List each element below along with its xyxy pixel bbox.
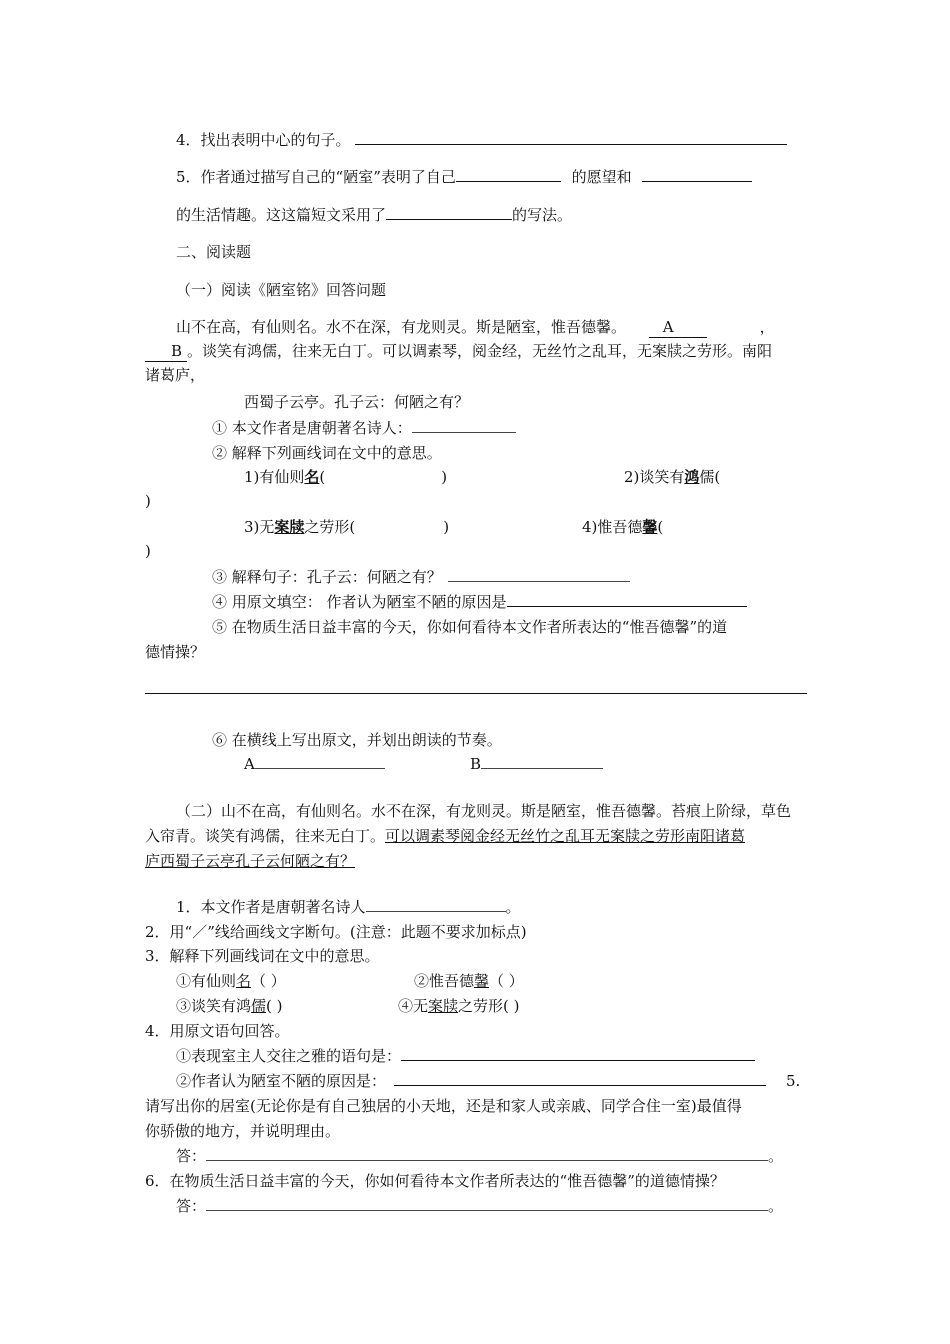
answer-blank[interactable] [366, 897, 506, 912]
r2-word-item-4: ④无案牍之劳形( ) [398, 997, 520, 1015]
r2-answer-6: 答： 。 [176, 1197, 784, 1215]
r2-question-3: 3．解释下列画线词在文中的意思。 [145, 947, 380, 965]
reading-2-para: （二）山不在高，有仙则名。水不在深，有龙则灵。斯是陋室，惟吾德馨。苔痕上阶绿，草色 [176, 802, 792, 820]
blank-a[interactable]: A [649, 317, 707, 338]
answer-blank[interactable] [386, 205, 512, 220]
r1-question-3: ③ 解释句子：孔子云：何陋之有？ [212, 567, 630, 587]
reading-1-title: （一）阅读《陋室铭》回答问题 [176, 281, 387, 299]
question-4 [176, 130, 787, 150]
passage-text: 西蜀子云亭。孔子云：何陋之有？ [244, 393, 470, 411]
answer-blank[interactable] [401, 1046, 755, 1061]
answer-line[interactable] [145, 693, 807, 694]
underlined-passage: 可以调素琴阅金经无丝竹之乱耳无案牍之劳形南阳诸葛 [385, 827, 746, 845]
question-5-cont [176, 205, 572, 225]
question-5-text: 5．作者通过描写自己的“陋室”表明了自己 [176, 168, 456, 186]
question-5 [176, 167, 752, 187]
question-5-text: 的生活情趣。这这篇短文采用了 [176, 206, 387, 224]
word-item-4: 4)惟吾德馨( [582, 518, 664, 536]
line-a: A [244, 754, 385, 774]
answer-blank[interactable] [394, 1071, 766, 1086]
answer-blank[interactable] [448, 567, 630, 582]
r2-question-4a: ①表现室主人交往之雅的语句是： [176, 1046, 755, 1066]
answer-blank[interactable] [507, 592, 747, 607]
word-item-3: 3)无案牍之劳形( ) [244, 518, 450, 536]
r2-answer-5: 答： 。 [176, 1147, 784, 1165]
question-5-text: 的写法。 [512, 206, 573, 224]
reading-1-para [145, 341, 772, 362]
reading-2-para: 入帘青。谈笑有鸿儒，往来无白丁。可以调素琴阅金经无丝竹之乱耳无案牍之劳形南阳诸葛 [145, 827, 746, 845]
reading-1-para: 山不在高，有仙则名。水不在深，有龙则灵。斯是陋室，惟吾德馨。 A ， [176, 318, 775, 336]
word-item-2-close: ) [145, 492, 151, 510]
answer-blank[interactable] [642, 167, 752, 182]
question-5-text: 的愿望和 [571, 168, 632, 186]
word-item-1: 1)有仙则名( ) [244, 468, 448, 486]
word-item-4-close: ) [145, 542, 151, 560]
r2-question-2: 2．用“／”线给画线文字断句。(注意：此题不要求加标点) [145, 923, 527, 941]
answer-blank[interactable] [412, 418, 516, 433]
word-item-2: 2)谈笑有鸿儒( [624, 468, 721, 486]
r2-word-item-1: ①有仙则名（ ） [176, 972, 286, 990]
question-4-text: 4．找出表明中心的句子。 [176, 131, 351, 149]
answer-blank[interactable] [456, 167, 561, 182]
r1-question-5-cont: 德情操？ [145, 643, 206, 661]
r2-question-4b: ②作者认为陋室不陋的原因是： [176, 1071, 766, 1091]
passage-text: 。谈笑有鸿儒，往来无白丁。可以调素琴，阅金经，无丝竹之乱耳，无案牍之劳形。南阳 [187, 342, 773, 360]
r2-word-item-3: ③谈笑有鸿儒( ) [176, 997, 283, 1015]
passage-text: 山不在高，有仙则名。水不在深，有龙则灵。斯是陋室，惟吾德馨。 [176, 318, 627, 336]
r2-question-4: 4．用原文语句回答。 [145, 1022, 290, 1040]
r2-question-5-num: 5. [786, 1072, 801, 1090]
r2-question-5-cont: 你骄傲的地方，并说明理由。 [145, 1122, 341, 1140]
r1-question-5: ⑤ 在物质生活日益丰富的今天，你如何看待本文作者所表达的“惟吾德馨”的道 [212, 618, 728, 636]
passage-text: 诸葛庐， [145, 366, 206, 384]
r2-word-item-2: ②惟吾德馨（ ） [414, 972, 524, 990]
answer-blank[interactable] [255, 754, 385, 769]
r2-question-6: 6．在物质生活日益丰富的今天，你如何看待本文作者所表达的“惟吾德馨”的道德情操？ [145, 1172, 725, 1190]
underlined-passage: 庐西蜀子云亭孔子云何陋之有？ [145, 852, 356, 870]
answer-blank[interactable] [355, 130, 787, 145]
r1-question-4: ④ 用原文填空： 作者认为陋室不陋的原因是 [212, 592, 747, 612]
r1-question-2: ② 解释下列画线词在文中的意思。 [212, 444, 442, 462]
section-2-title: 二、阅读题 [176, 243, 252, 261]
r2-question-5: 请写出你的居室(无论你是有自己独居的小天地，还是和家人或亲戚、同学合住一室)最值得 [145, 1097, 742, 1115]
answer-blank[interactable] [481, 754, 603, 769]
r1-question-6: ⑥ 在横线上写出原文，并划出朗读的节奏。 [212, 731, 502, 749]
r2-question-1: 1．本文作者是唐朝著名诗人 。 [176, 898, 521, 916]
line-b: B [470, 754, 603, 774]
blank-b[interactable]: B [145, 341, 187, 362]
answer-blank[interactable] [206, 1196, 768, 1211]
r1-question-1: ① 本文作者是唐朝著名诗人： [212, 418, 516, 438]
answer-blank[interactable] [206, 1146, 768, 1161]
reading-2-para [145, 851, 355, 871]
